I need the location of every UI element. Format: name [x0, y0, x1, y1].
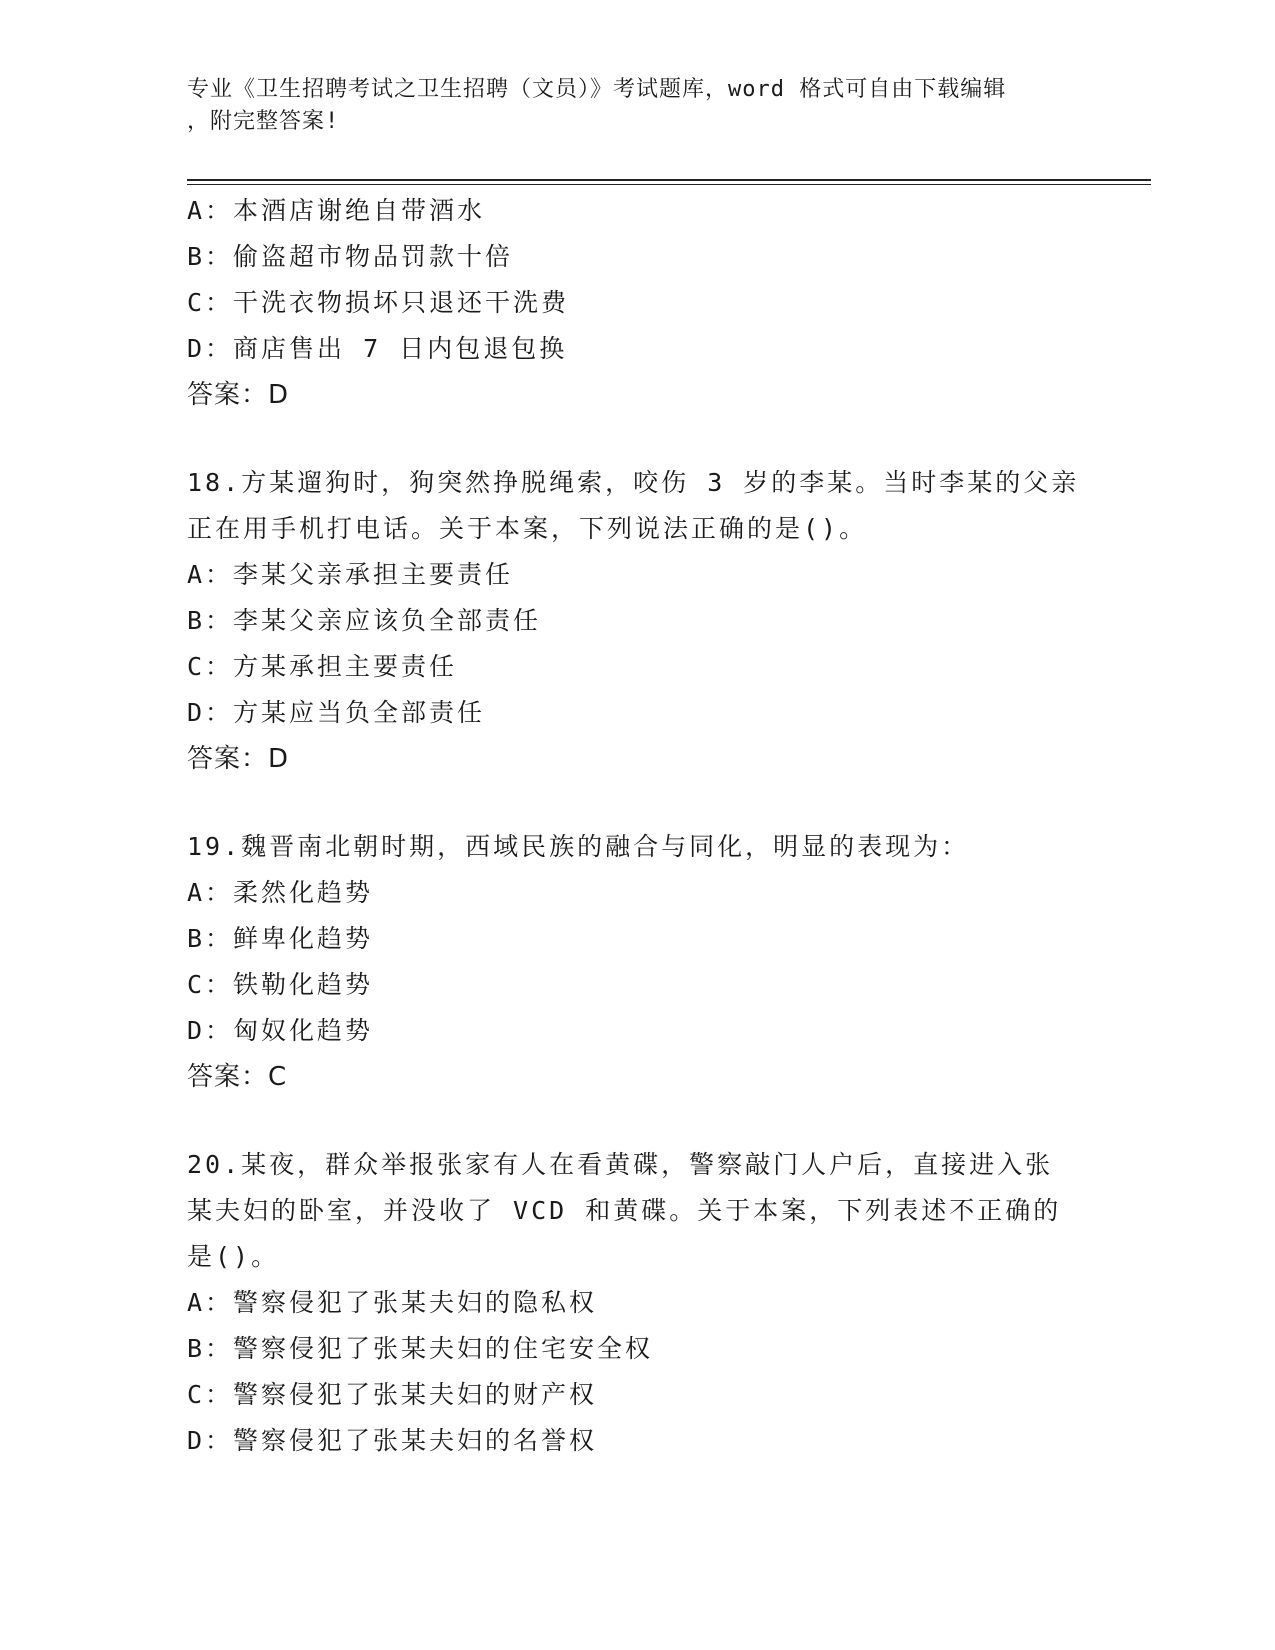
question-stem: 20.某夜，群众举报张家有人在看黄碟，警察敲门人户后，直接进入张 [187, 1150, 1054, 1179]
question-stem: 19.魏晋南北朝时期，西域民族的融合与同化，明显的表现为： [187, 832, 970, 861]
question-stem: 18.方某遛狗时，狗突然挣脱绳索，咬伤 3 岁的李某。当时李某的父亲 [187, 468, 1080, 497]
question-stem: 某夫妇的卧室，并没收了 VCD 和黄碟。关于本案，下列表述不正确的 [187, 1196, 1062, 1225]
option-c: C：铁勒化趋势 [187, 970, 374, 999]
option-d: D：方某应当负全部责任 [187, 698, 486, 727]
spacer [187, 782, 1087, 824]
option-b: B：李某父亲应该负全部责任 [187, 606, 542, 635]
header-line-2: ，附完整答案! [187, 109, 340, 134]
question-stem: 是()。 [187, 1242, 280, 1271]
spacer [187, 418, 1087, 460]
header-divider-thick [187, 179, 1151, 181]
question-20 [187, 1142, 1087, 1464]
header-divider-thin [187, 184, 1151, 185]
option-c: C：干洗衣物损坏只退还干洗费 [187, 288, 570, 317]
question-stem: 正在用手机打电话。关于本案，下列说法正确的是()。 [187, 514, 868, 543]
option-a: A：柔然化趋势 [187, 878, 374, 907]
header-line-1: 专业《卫生招聘考试之卫生招聘（文员）》考试题库，word 格式可自由下载编辑 [187, 77, 1007, 102]
question-19 [187, 824, 1087, 1100]
option-b: B：偷盗超市物品罚款十倍 [187, 242, 514, 271]
option-a: A：警察侵犯了张某夫妇的隐私权 [187, 1288, 598, 1317]
option-d: D：匈奴化趋势 [187, 1016, 374, 1045]
option-a: A：本酒店谢绝自带酒水 [187, 196, 486, 225]
answer: 答案：D [187, 744, 290, 774]
document-header [187, 74, 1067, 138]
option-a: A：李某父亲承担主要责任 [187, 560, 514, 589]
option-b: B：鲜卑化趋势 [187, 924, 374, 953]
option-d: D：商店售出 7 日内包退包换 [187, 334, 568, 363]
option-c: C：警察侵犯了张某夫妇的财产权 [187, 1380, 598, 1409]
question-18 [187, 460, 1087, 782]
question-17 [187, 188, 1087, 418]
answer: 答案：D [187, 380, 290, 410]
spacer [187, 1100, 1087, 1142]
option-d: D：警察侵犯了张某夫妇的名誉权 [187, 1426, 598, 1455]
question-list [187, 188, 1087, 1464]
option-b: B：警察侵犯了张某夫妇的住宅安全权 [187, 1334, 654, 1363]
answer: 答案：C [187, 1062, 288, 1092]
option-c: C：方某承担主要责任 [187, 652, 458, 681]
